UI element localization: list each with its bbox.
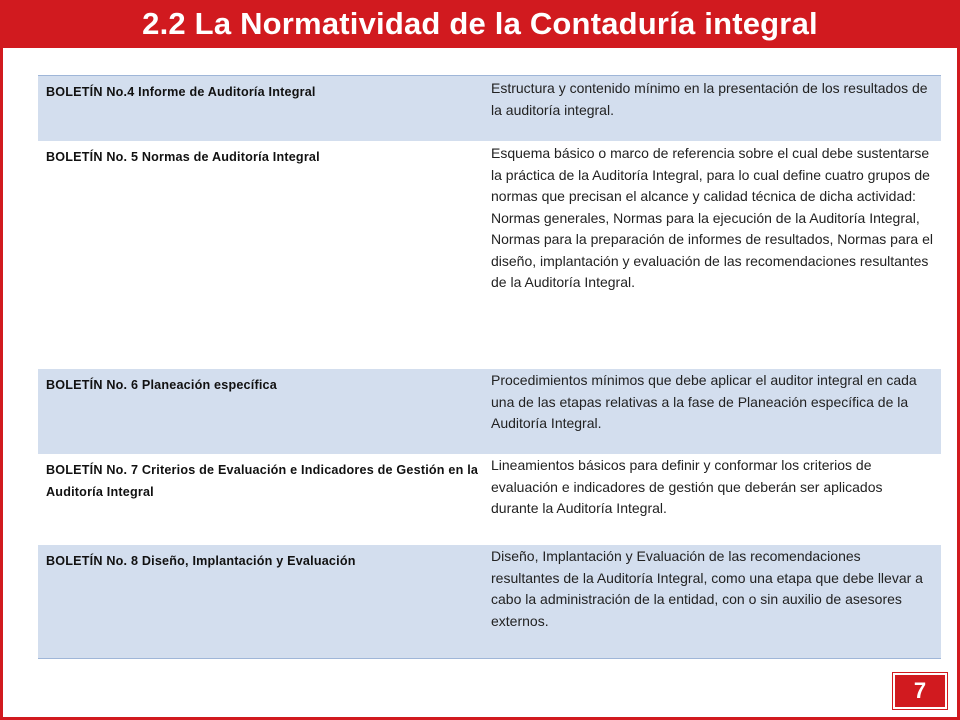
boletin-description-cell: Esquema básico o marco de referencia sobre el cual debe sustentarse la práctica de la Auditoría Integral, para lo cual define cuatro grupos de normas que precisan el alcance y calidad técnica de dicha actividad: Normas generales, Normas para la ejecución de la Auditoría Integral, Normas para la preparación de informes de resultados, Normas para el diseño, implantación y evaluación de las recomendaciones resultantes de la Auditoría Integral. <box>481 141 941 369</box>
table-row <box>38 76 941 142</box>
table-row <box>38 545 941 659</box>
table-row <box>38 141 941 369</box>
boletines-table-container <box>38 75 941 659</box>
boletin-name-cell: BOLETÍN No. 8 Diseño, Implantación y Evaluación <box>38 545 481 659</box>
page-number: 7 <box>913 678 927 703</box>
boletin-description-cell: Procedimientos mínimos que debe aplicar el auditor integral en cada una de las etapas relativas a la fase de Planeación específica de la Auditoría Integral. <box>481 369 941 454</box>
boletin-name-cell: BOLETÍN No.4 Informe de Auditoría Integral <box>38 76 481 142</box>
boletin-name-cell: BOLETÍN No. 7 Criterios de Evaluación e Indicadores de Gestión en la Auditoría Integral <box>38 454 481 545</box>
table-row <box>38 369 941 454</box>
boletin-description-cell: Estructura y contenido mínimo en la presentación de los resultados de la auditoría integral. <box>481 76 941 142</box>
boletin-description-cell: Lineamientos básicos para definir y conformar los criterios de evaluación e indicadores de gestión que deberán ser aplicados durante la Auditoría Integral. <box>481 454 941 545</box>
boletines-table <box>38 75 941 659</box>
title-bar <box>3 0 957 48</box>
boletin-name-cell: BOLETÍN No. 5 Normas de Auditoría Integral <box>38 141 481 369</box>
slide-title: 2.2 La Normatividad de la Contaduría integral <box>142 6 818 41</box>
boletin-description-cell: Diseño, Implantación y Evaluación de las recomendaciones resultantes de la Auditoría Integral, como una etapa que debe llevar a cabo la administración de la entidad, con o sin auxilio de asesores externos. <box>481 545 941 659</box>
page-number-badge <box>893 673 947 709</box>
table-row <box>38 454 941 545</box>
boletin-name-cell: BOLETÍN No. 6 Planeación específica <box>38 369 481 454</box>
